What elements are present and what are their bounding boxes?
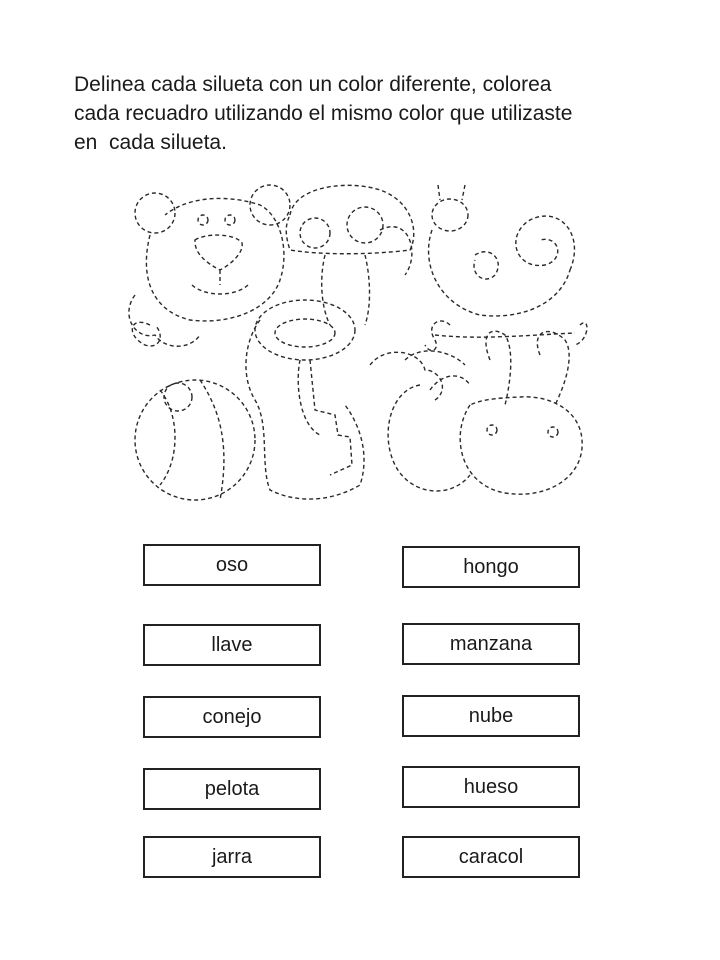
instruction-line-1: Delinea cada silueta con un color diferente, colorea: [74, 73, 552, 96]
word-label: hongo: [463, 555, 519, 578]
rabbit-silhouette: [460, 331, 582, 494]
word-box-jarra[interactable]: [143, 836, 321, 878]
word-label: jarra: [211, 845, 252, 868]
word-label: oso: [215, 553, 249, 576]
word-label: conejo: [202, 705, 262, 728]
ball-silhouette: [135, 380, 255, 500]
instruction-line-2: cada recuadro utilizando el mismo color que utilizaste: [74, 102, 573, 125]
word-label: llave: [211, 633, 253, 656]
apple-silhouette: [388, 351, 470, 491]
word-box-nube[interactable]: [402, 695, 580, 737]
word-box-conejo[interactable]: [143, 696, 321, 738]
word-label: caracol: [458, 845, 524, 868]
snail-silhouette: [429, 185, 575, 316]
cloud-silhouette: [129, 295, 443, 400]
word-box-pelota[interactable]: [143, 768, 321, 810]
bone-silhouette: [425, 321, 587, 350]
word-label: manzana: [449, 632, 533, 655]
bear-silhouette: [132, 185, 290, 346]
word-box-hueso[interactable]: [402, 766, 580, 808]
word-label: nube: [468, 704, 514, 727]
dotted-silhouettes-drawing: [120, 175, 590, 515]
word-box-hongo[interactable]: [402, 546, 580, 588]
word-label: pelota: [204, 777, 260, 800]
word-box-oso[interactable]: [143, 544, 321, 586]
instruction-line-3: en cada silueta.: [74, 131, 227, 154]
word-label: hueso: [463, 775, 519, 798]
word-box-manzana[interactable]: [402, 623, 580, 665]
word-box-caracol[interactable]: [402, 836, 580, 878]
key-silhouette: [255, 300, 355, 475]
word-box-llave[interactable]: [143, 624, 321, 666]
instructions-text: [74, 70, 674, 157]
mushroom-silhouette: [286, 185, 414, 325]
